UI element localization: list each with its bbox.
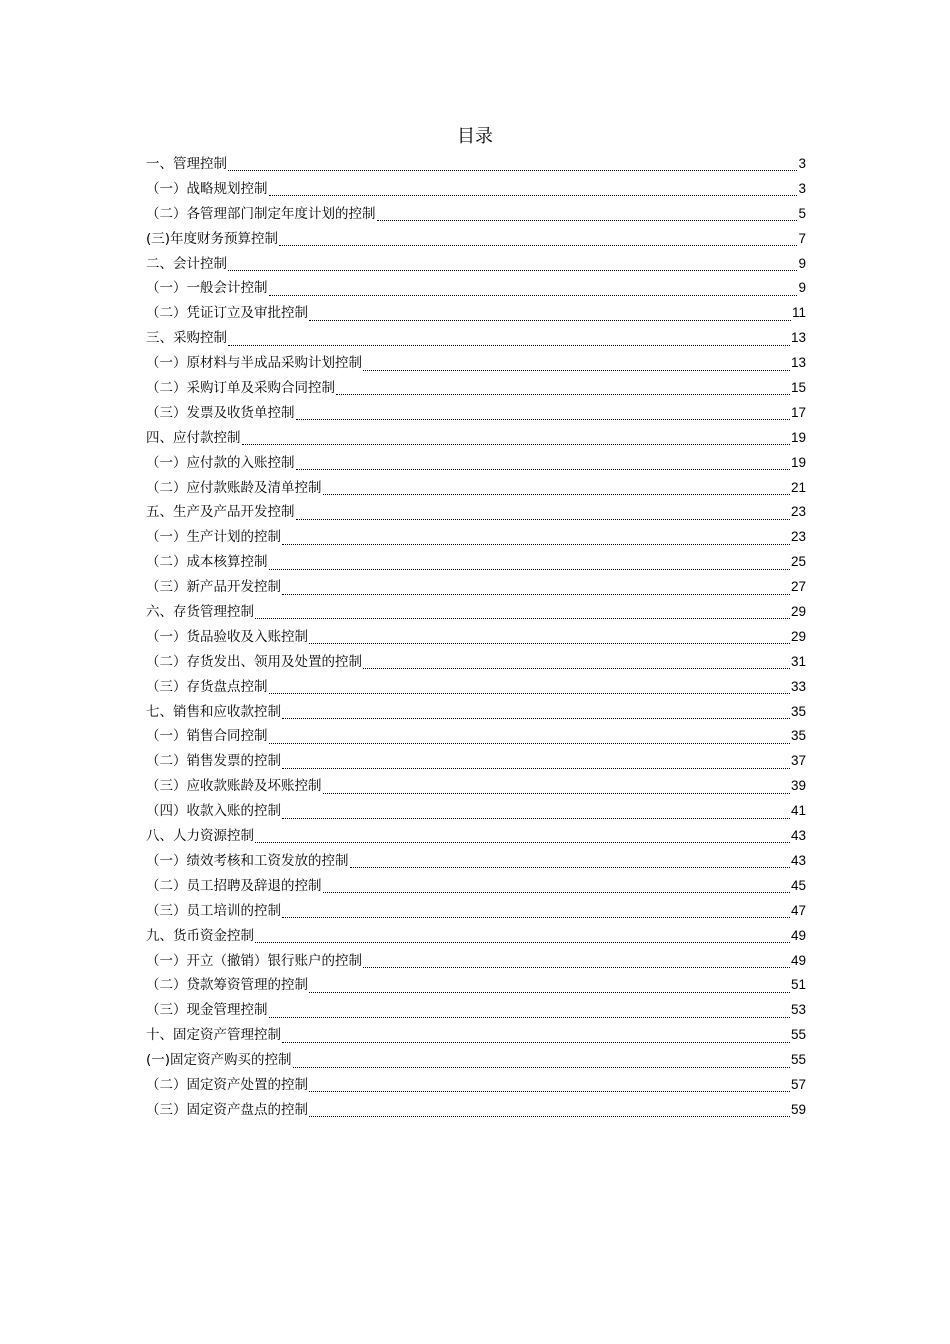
toc-entry-page-number: 53	[790, 1002, 806, 1018]
toc-entry[interactable]	[146, 500, 806, 525]
toc-entry-label: （二）固定资产处置的控制	[146, 1076, 308, 1093]
toc-leader-dots	[350, 858, 790, 870]
toc-entry[interactable]	[146, 525, 806, 550]
toc-entry-label: （二）销售发票的控制	[146, 753, 281, 770]
toc-entry-page-number: 35	[790, 728, 806, 744]
toc-entry-page-number: 3	[798, 180, 806, 196]
toc-entry-label: 一、管理控制	[146, 156, 227, 172]
toc-entry-label: （三）发票及收货单控制	[146, 404, 295, 421]
toc-entry-page-number: 33	[790, 678, 806, 694]
toc-entry-label: （一）绩效考核和工资发放的控制	[146, 852, 349, 869]
toc-entry-page-number: 49	[790, 927, 806, 943]
toc-entry-label: （一）应付款的入账控制	[146, 454, 295, 471]
toc-title: 目录	[457, 126, 493, 147]
toc-list	[146, 152, 806, 1123]
toc-entry-page-number: 21	[790, 479, 806, 495]
toc-leader-dots	[323, 784, 790, 796]
toc-entry-page-number: 45	[790, 877, 806, 893]
toc-entry-label: （一）生产计划的控制	[146, 529, 281, 546]
toc-entry[interactable]	[146, 650, 806, 675]
toc-entry-page-number: 19	[790, 454, 806, 470]
toc-entry-label: （三）员工培训的控制	[146, 902, 281, 919]
toc-entry-label: 二、会计控制	[146, 255, 227, 272]
toc-entry-label: （二）存货发出、领用及处置的控制	[146, 653, 362, 670]
toc-leader-dots	[296, 510, 790, 522]
toc-leader-dots	[242, 435, 790, 447]
toc-entry[interactable]	[146, 376, 806, 401]
toc-entry-label: （二）采购订单及采购合同控制	[146, 380, 335, 397]
toc-leader-dots	[336, 385, 790, 397]
toc-entry-label: （三）固定资产盘点的控制	[146, 1101, 308, 1118]
toc-leader-dots	[269, 560, 790, 572]
toc-entry-page-number: 37	[790, 753, 806, 769]
toc-entry[interactable]	[146, 899, 806, 924]
toc-entry-label: （一）销售合同控制	[146, 728, 268, 745]
toc-entry[interactable]	[146, 326, 806, 351]
toc-entry[interactable]	[146, 1023, 806, 1048]
toc-entry[interactable]	[146, 575, 806, 600]
toc-entry-page-number: 51	[790, 977, 806, 993]
toc-leader-dots	[255, 933, 790, 945]
toc-entry-label: (一)固定资产购买的控制	[146, 1052, 292, 1069]
toc-entry[interactable]	[146, 998, 806, 1023]
toc-leader-dots	[309, 1082, 790, 1094]
toc-leader-dots	[282, 809, 790, 821]
toc-leader-dots	[269, 186, 798, 198]
toc-entry[interactable]	[146, 874, 806, 899]
toc-entry[interactable]	[146, 451, 806, 476]
toc-leader-dots	[363, 958, 790, 970]
toc-entry[interactable]	[146, 252, 806, 277]
toc-leader-dots	[282, 585, 790, 597]
toc-leader-dots	[309, 983, 790, 995]
toc-entry-page-number: 13	[790, 330, 806, 346]
toc-entry-label: （二）员工招聘及辞退的控制	[146, 877, 322, 894]
toc-leader-dots	[269, 286, 798, 298]
toc-leader-dots	[309, 634, 790, 646]
toc-entry[interactable]	[146, 351, 806, 376]
toc-entry-label: 四、应付款控制	[146, 429, 241, 446]
toc-entry-label: （二）贷款筹资管理的控制	[146, 977, 308, 994]
toc-leader-dots	[296, 410, 790, 422]
toc-entry-label: 八、人力资源控制	[146, 828, 254, 845]
toc-entry-label: （二）成本核算控制	[146, 554, 268, 571]
toc-entry-page-number: 29	[790, 628, 806, 644]
toc-entry[interactable]	[146, 476, 806, 501]
toc-leader-dots	[309, 1107, 790, 1119]
toc-entry-page-number: 11	[791, 305, 806, 321]
toc-entry-page-number: 43	[790, 852, 806, 868]
toc-entry[interactable]	[146, 426, 806, 451]
toc-leader-dots	[293, 1058, 790, 1070]
toc-entry[interactable]	[146, 749, 806, 774]
toc-entry[interactable]	[146, 276, 806, 301]
toc-leader-dots	[269, 1008, 790, 1020]
toc-entry-page-number: 13	[790, 355, 806, 371]
toc-entry-page-number: 41	[790, 803, 806, 819]
toc-leader-dots	[269, 734, 790, 746]
toc-entry-label: 七、销售和应收款控制	[146, 703, 281, 720]
toc-leader-dots	[309, 311, 791, 323]
toc-entry-label: （二）各管理部门制定年度计划的控制	[146, 205, 376, 222]
toc-entry[interactable]	[146, 1098, 806, 1123]
toc-leader-dots	[323, 883, 790, 895]
toc-entry-page-number: 31	[790, 653, 806, 669]
toc-entry-page-number: 55	[790, 1052, 806, 1068]
toc-entry-label: （三）现金管理控制	[146, 1002, 268, 1019]
toc-entry[interactable]	[146, 799, 806, 824]
toc-entry-page-number: 35	[790, 703, 806, 719]
toc-entry-label: （一）货品验收及入账控制	[146, 628, 308, 645]
toc-entry-label: （一）开立（撤销）银行账户的控制	[146, 952, 362, 969]
toc-entry-page-number: 55	[790, 1027, 806, 1043]
toc-entry-page-number: 15	[790, 380, 806, 396]
toc-entry-label: （三）应收款账龄及坏账控制	[146, 778, 322, 795]
toc-entry-page-number: 19	[790, 429, 806, 445]
toc-leader-dots	[228, 161, 797, 173]
toc-entry-page-number: 23	[790, 529, 806, 545]
toc-entry-label: （一）原材料与半成品采购计划控制	[146, 355, 362, 372]
toc-leader-dots	[363, 361, 790, 373]
toc-entry-page-number: 3	[798, 156, 806, 171]
toc-leader-dots	[282, 759, 790, 771]
toc-leader-dots	[296, 460, 790, 472]
toc-entry-page-number: 47	[790, 902, 806, 918]
toc-entry-label: 三、采购控制	[146, 330, 227, 347]
toc-entry-label: (三)年度财务预算控制	[146, 230, 279, 247]
toc-entry-label: （一）战略规划控制	[146, 180, 268, 197]
toc-entry[interactable]	[146, 401, 806, 426]
toc-entry-page-number: 23	[790, 504, 806, 520]
toc-leader-dots	[377, 211, 798, 223]
toc-entry-label: （三）存货盘点控制	[146, 678, 268, 695]
toc-entry-label: （一）一般会计控制	[146, 280, 268, 297]
toc-entry-label: （三）新产品开发控制	[146, 579, 281, 596]
toc-leader-dots	[363, 659, 790, 671]
toc-entry-page-number: 39	[790, 778, 806, 794]
toc-leader-dots	[282, 908, 790, 920]
toc-entry[interactable]	[146, 924, 806, 949]
toc-entry-page-number: 29	[790, 604, 806, 620]
toc-leader-dots	[282, 1033, 790, 1045]
toc-entry-label: （四）收款入账的控制	[146, 803, 281, 820]
toc-entry-page-number: 43	[790, 828, 806, 844]
toc-entry-label: 九、货币资金控制	[146, 927, 254, 944]
toc-entry[interactable]	[146, 1048, 806, 1073]
toc-leader-dots	[255, 609, 790, 621]
toc-leader-dots	[269, 684, 790, 696]
toc-entry[interactable]	[146, 177, 806, 202]
toc-entry[interactable]	[146, 227, 806, 252]
toc-entry-page-number: 7	[798, 230, 806, 246]
toc-entry-label: 五、生产及产品开发控制	[146, 504, 295, 521]
toc-entry-label: 十、固定资产管理控制	[146, 1027, 281, 1044]
toc-entry[interactable]	[146, 202, 806, 227]
toc-entry-label: （二）应付款账龄及清单控制	[146, 479, 322, 496]
toc-entry[interactable]	[146, 849, 806, 874]
toc-entry[interactable]	[146, 600, 806, 625]
toc-entry[interactable]	[146, 625, 806, 650]
toc-entry[interactable]	[146, 949, 806, 974]
toc-entry-page-number: 9	[798, 280, 806, 296]
toc-entry[interactable]	[146, 301, 806, 326]
toc-entry-label: 六、存货管理控制	[146, 604, 254, 621]
toc-leader-dots	[228, 336, 790, 348]
toc-leader-dots	[282, 709, 790, 721]
toc-entry[interactable]	[146, 724, 806, 749]
toc-entry[interactable]	[146, 824, 806, 849]
toc-leader-dots	[282, 535, 790, 547]
toc-entry-page-number: 57	[790, 1076, 806, 1092]
toc-leader-dots	[228, 261, 797, 273]
toc-entry[interactable]	[146, 1073, 806, 1098]
toc-entry-page-number: 59	[790, 1101, 806, 1117]
toc-entry-page-number: 17	[790, 404, 806, 420]
toc-leader-dots	[323, 485, 790, 497]
toc-entry-page-number: 49	[790, 952, 806, 968]
toc-leader-dots	[255, 833, 790, 845]
toc-entry-page-number: 9	[798, 255, 806, 271]
toc-entry[interactable]	[146, 675, 806, 700]
toc-entry[interactable]	[146, 774, 806, 799]
toc-entry-page-number: 27	[790, 579, 806, 595]
toc-entry[interactable]	[146, 973, 806, 998]
toc-entry[interactable]	[146, 700, 806, 725]
toc-entry-page-number: 5	[798, 205, 806, 221]
toc-leader-dots	[279, 236, 797, 248]
toc-entry-page-number: 25	[790, 554, 806, 570]
toc-entry[interactable]	[146, 152, 806, 177]
toc-entry-label: （二）凭证订立及审批控制	[146, 305, 308, 322]
toc-entry[interactable]	[146, 550, 806, 575]
